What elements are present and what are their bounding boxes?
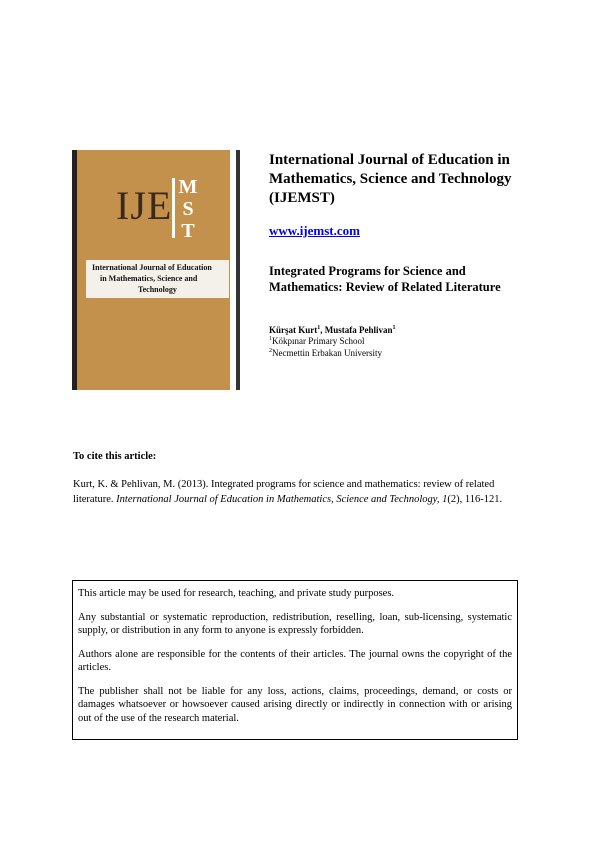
citation-heading: To cite this article: (73, 451, 157, 462)
cover-logo-m: M (178, 176, 198, 198)
affiliation-superscript: 1 (269, 336, 272, 342)
author-superscript: 1 (317, 325, 321, 331)
author-list: Kürşat Kurt$^1$, Mustafa Pehlivan$^1$ (269, 325, 396, 335)
affiliation-name: Kökpınar Primary School (272, 336, 365, 346)
citation-text (73, 478, 523, 507)
cover-band-line: Technology (138, 285, 177, 294)
license-paragraph: This article may be used for research, teaching, and private study purposes. (78, 588, 395, 599)
cover-logo-separator (172, 178, 175, 238)
journal-cover (77, 150, 230, 390)
cover-band-line: International Journal of Education (92, 263, 212, 272)
vertical-divider (236, 150, 240, 390)
license-notice-box (72, 580, 518, 740)
license-paragraph: Authors alone are responsible for the contents of their articles. The journal owns the copyright of the articles. (78, 648, 512, 673)
author-superscript: 1 (392, 325, 396, 331)
cover-logo-ije: IJE (116, 183, 173, 228)
affiliation-name: Necmettin Erbakan University (272, 348, 382, 358)
citation-suffix: (2), 116-121. (447, 493, 503, 505)
journal-title: International Journal of Education in Mathematics, Science and Technology (IJEMST) (269, 152, 512, 206)
cover-logo-mst (177, 176, 199, 242)
affiliation-superscript: 2 (269, 348, 272, 354)
cover-logo-t: T (181, 220, 195, 242)
author-name: Kürşat Kurt (269, 325, 318, 335)
author-name: Mustafa Pehlivan (324, 325, 393, 335)
cover-band-line: in Mathematics, Science and (100, 274, 198, 283)
license-paragraph: The publisher shall not be liable for any loss, actions, claims, proceedings, demand, or costs or damages whatsoever or howsoever caused arising directly or indirectly in connection with or arising out of the use of the research material. (78, 685, 512, 724)
license-paragraph: Any substantial or systematic reproduction, redistribution, reselling, loan, sub-licensing, systematic supply, or distribution in any form to anyone is expressly forbidden. (78, 611, 512, 636)
cover-title-band (86, 260, 229, 298)
cover-logo-s: S (182, 198, 194, 220)
citation-prefix: Kurt, K. & Pehlivan, M. (2013). Integrated programs for science and mathematics: review of related literature. (73, 479, 495, 505)
article-title: Integrated Programs for Science and Mathematics: Review of Related Literature (269, 264, 501, 294)
journal-website-link[interactable]: www.ijemst.com (269, 223, 360, 238)
citation-journal: International Journal of Education in Mathematics, Science and Technology, 1 (116, 493, 448, 505)
affiliation (269, 345, 382, 359)
